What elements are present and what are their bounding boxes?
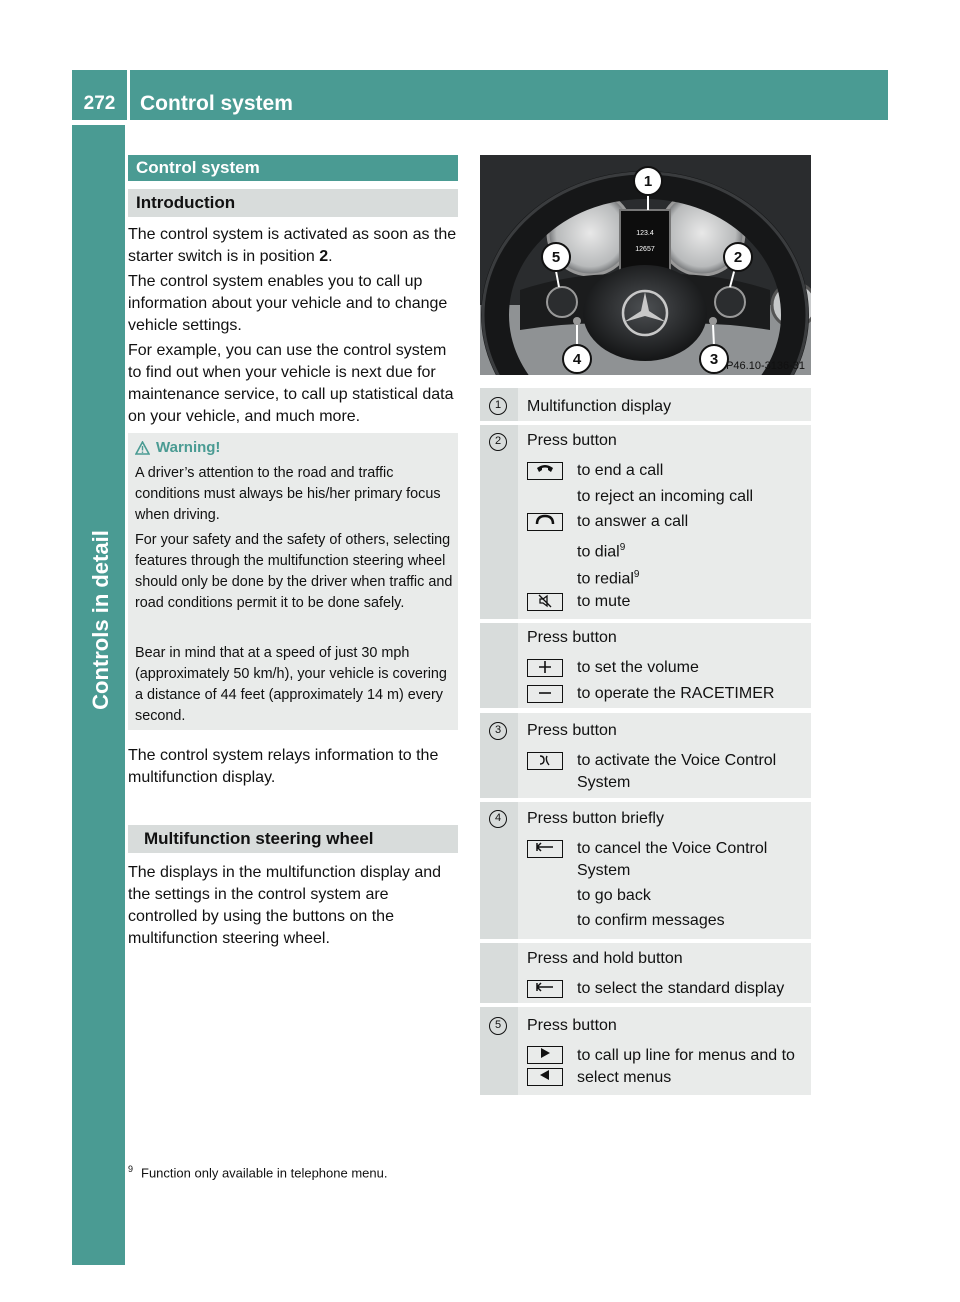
- table-num-cell: [480, 623, 518, 708]
- row-label: Press button: [527, 629, 617, 646]
- callout-3: 3: [709, 351, 719, 368]
- page-number: 272: [83, 93, 116, 114]
- redial-text: to redial$^9$: [577, 569, 640, 588]
- row-label: Press button: [527, 432, 617, 449]
- callout-4: 4: [572, 351, 582, 368]
- callout-badge: 5: [489, 1017, 507, 1035]
- voice-control-text: to activate the Voice Control System: [577, 752, 777, 791]
- answer-call-icon: [527, 513, 563, 531]
- display-readout-2: 12657: [635, 246, 655, 253]
- volume-text: to set the volume: [577, 659, 699, 676]
- arrow-left-icon: [527, 1068, 563, 1086]
- warning-text-1: A driver’s attention to the road and traffic conditions must always be his/her primary focus when driving.: [135, 465, 441, 523]
- steering-wheel-photo: [480, 155, 811, 375]
- row-label: Press button: [527, 722, 617, 739]
- mute-text: to mute: [577, 593, 631, 610]
- callout-badge: 4: [489, 810, 507, 828]
- racetimer-text: to operate the RACETIMER: [577, 685, 775, 702]
- paragraph-enables: The control system enables you to call up information about your vehicle and to change vehicle settings.: [128, 273, 448, 334]
- warning-icon: [135, 441, 150, 455]
- end-call-icon: [527, 462, 563, 480]
- intro-paragraph: The control system is activated as soon as the starter switch is in position 2.: [128, 226, 457, 265]
- callout-5: 5: [551, 249, 561, 266]
- intro-heading: Introduction: [128, 189, 458, 217]
- warning-title: Warning!: [135, 439, 220, 456]
- row-label: Press button: [527, 1017, 617, 1034]
- voice-control-icon: [527, 752, 563, 770]
- side-tab-label: Controls in detail: [88, 530, 113, 710]
- callout-1: 1: [643, 173, 653, 190]
- menus-text: to call up line for menus and to select menus: [577, 1047, 795, 1086]
- warning-text-3: Bear in mind that at a speed of just 30 mph (approximately 50 km/h), your vehicle is covering a distance of 44 feet (approximately 14 m) every second.: [135, 645, 447, 724]
- go-back-text: to go back: [577, 887, 651, 904]
- display-readout-1: 123.4: [636, 230, 654, 237]
- callout-badge: 3: [489, 722, 507, 740]
- paragraph-example: For example, you can use the control system to find out when your vehicle is next due for maintenance service, to call up statistical data on your vehicle, and much more.: [128, 342, 454, 425]
- figure-code: P46.10-3136-31: [726, 360, 805, 372]
- back-icon: [527, 840, 563, 858]
- mute-icon: [527, 593, 563, 611]
- paragraph-mfsw: The displays in the multifunction display and the settings in the control system are controlled by using the buttons on the multifunction steering wheel.: [128, 864, 442, 947]
- page-title: Control system: [140, 92, 293, 115]
- confirm-messages-text: to confirm messages: [577, 912, 725, 929]
- arrow-right-icon: [527, 1046, 563, 1064]
- row-label: Press and hold button: [527, 950, 683, 967]
- end-call-text: to end a call: [577, 462, 664, 479]
- warning-text-2: For your safety and the safety of others, selecting features through the multifunction steering wheel should only be done by the driver when traffic and road conditions permit it to be done safely.: [135, 532, 453, 611]
- section-title: Control system: [128, 155, 458, 181]
- table-num-cell: [480, 425, 518, 619]
- reject-call-text: to reject an incoming call: [577, 488, 754, 505]
- callout-2: 2: [733, 249, 743, 266]
- dial-text: to dial$^9$: [577, 542, 626, 561]
- mfsw-heading: Multifunction steering wheel: [128, 825, 458, 853]
- minus-icon: [527, 685, 563, 703]
- row-label: Press button briefly: [527, 810, 664, 827]
- answer-call-text: to answer a call: [577, 513, 689, 530]
- cancel-voice-text: to cancel the Voice Control System: [577, 840, 768, 879]
- row-label: Multifunction display: [527, 398, 672, 415]
- callout-badge: 2: [489, 433, 507, 451]
- callout-badge: 1: [489, 397, 507, 415]
- footnote: $^9$ Function only available in telephone menu.: [128, 1164, 388, 1181]
- plus-icon: [527, 659, 563, 677]
- header-divider: [127, 70, 130, 120]
- paragraph-relays: The control system relays information to the multifunction display.: [128, 747, 439, 786]
- back-icon: [527, 980, 563, 998]
- standard-display-text: to select the standard display: [577, 980, 785, 997]
- table-num-cell: [480, 943, 518, 1003]
